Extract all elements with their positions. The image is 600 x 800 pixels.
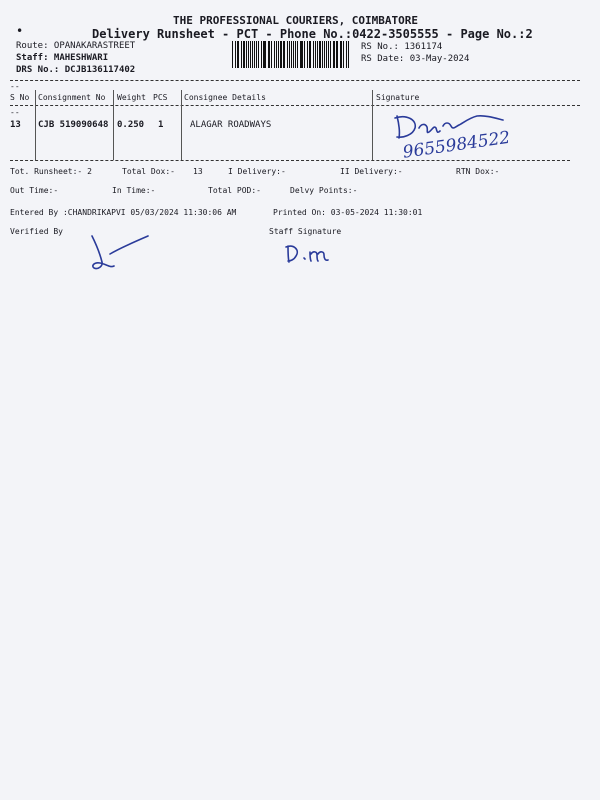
header-consignment: Consignment No — [38, 93, 106, 102]
divider-bottom — [10, 160, 570, 161]
barcode-bar — [283, 41, 284, 68]
rtn-dox: RTN Dox:- — [456, 167, 500, 176]
handwritten-phone-text: 9655984522 — [401, 127, 512, 163]
header-weight: Weight — [117, 93, 146, 102]
barcode-bar — [256, 41, 257, 68]
barcode-bar — [307, 41, 308, 68]
barcode-bar — [336, 41, 338, 68]
rs-date: RS Date: 03-May-2024 — [361, 54, 470, 64]
column-rule — [113, 90, 114, 160]
barcode-bar — [261, 41, 262, 68]
barcode-bar — [250, 41, 251, 68]
row-sno: 13 — [10, 120, 21, 130]
header-signature: Signature — [376, 93, 420, 102]
barcode-bar — [313, 41, 314, 68]
barcode-bar — [289, 41, 290, 68]
entered-by: Entered By :CHANDRIKAPVI 05/03/2024 11:30:06 AM — [10, 208, 237, 217]
divider-header — [10, 105, 580, 106]
tot-runsheet: Tot. Runsheet:- 2 — [10, 167, 92, 176]
barcode-bar — [297, 41, 298, 68]
barcode-bar — [326, 41, 327, 68]
barcode-bar — [232, 41, 233, 68]
header-dot-mark: • — [16, 24, 24, 38]
barcode-bar — [258, 41, 259, 68]
rs-number: RS No.: 1361174 — [361, 42, 443, 52]
barcode-bar — [293, 41, 294, 68]
barcode-bar — [322, 41, 323, 68]
barcode-bar — [295, 41, 296, 68]
barcode-bar — [348, 41, 349, 68]
delvy-points: Delvy Points:- — [290, 186, 358, 195]
barcode-bar — [315, 41, 316, 68]
barcode-bar — [346, 41, 347, 68]
barcode-bar — [241, 41, 242, 68]
total-dox-label: Total Dox:- — [122, 167, 175, 176]
company-title: THE PROFESSIONAL COURIERS, COIMBATORE — [173, 14, 419, 27]
barcode-bar — [333, 41, 334, 68]
barcode-bar — [254, 41, 255, 68]
total-dox-value: 13 — [193, 167, 203, 176]
column-rule — [372, 90, 373, 160]
barcode-bar — [243, 41, 245, 68]
barcode-bar — [246, 41, 247, 68]
runsheet-title: Delivery Runsheet - PCT - Phone No.:0422-3505555 - Page No.:2 — [92, 27, 533, 41]
barcode-bar — [304, 41, 305, 68]
total-pod: Total POD:- — [208, 186, 261, 195]
barcode-bar — [264, 41, 266, 68]
row-consignee: ALAGAR ROADWAYS — [190, 120, 272, 130]
header-sno: S No — [10, 93, 30, 102]
divider-top — [10, 80, 580, 81]
barcode-bar — [328, 41, 329, 68]
header-consignee: Consignee Details — [184, 93, 266, 102]
barcode-bar — [309, 41, 310, 68]
staff-signature-mark — [282, 240, 342, 266]
dash-mark: -- — [10, 108, 20, 117]
barcode-bar — [235, 41, 236, 68]
staff-signature-label: Staff Signature — [269, 227, 342, 236]
dash-mark: -- — [10, 82, 20, 91]
barcode-bar — [284, 41, 285, 68]
drs-number: DRS No.: DCJB136117402 — [16, 65, 136, 75]
barcode-bar — [269, 41, 270, 68]
barcode-bar — [317, 41, 318, 68]
barcode-bar — [276, 41, 277, 68]
barcode-bar — [248, 41, 249, 68]
barcode-bar — [263, 41, 264, 68]
in-time: In Time:- — [112, 186, 156, 195]
barcode-bar — [324, 41, 325, 68]
verifier-signature — [88, 232, 158, 277]
barcode-bar — [237, 41, 238, 68]
header-pcs: PCS — [153, 93, 168, 102]
barcode-bar — [271, 41, 272, 68]
barcode — [232, 41, 350, 68]
barcode-bar — [340, 41, 341, 68]
barcode-bar — [280, 41, 282, 68]
barcode-bar — [330, 41, 331, 68]
i-delivery: I Delivery:- — [228, 167, 286, 176]
barcode-bar — [301, 41, 303, 68]
barcode-bar — [300, 41, 301, 68]
barcode-bar — [287, 41, 288, 68]
row-pcs: 1 — [158, 120, 164, 130]
staff-text: Staff: MAHESHWARI — [16, 53, 109, 63]
barcode-bar — [238, 41, 239, 68]
barcode-bar — [252, 41, 253, 68]
barcode-bar — [268, 41, 269, 68]
column-rule — [181, 90, 182, 160]
barcode-bar — [319, 41, 321, 68]
row-consignment: CJB 519090648 — [38, 120, 109, 130]
verified-by-label: Verified By — [10, 227, 63, 236]
row-weight: 0.250 — [117, 120, 145, 130]
column-rule — [35, 90, 36, 160]
printed-on: Printed On: 03-05-2024 11:30:01 — [273, 208, 423, 217]
handwritten-phone — [398, 122, 528, 162]
barcode-bar — [343, 41, 344, 68]
ii-delivery: II Delivery:- — [340, 167, 403, 176]
barcode-bar — [310, 41, 311, 68]
barcode-bar — [334, 41, 335, 68]
barcode-bar — [274, 41, 275, 68]
barcode-bar — [291, 41, 292, 68]
barcode-bar — [341, 41, 342, 68]
route-text: Route: OPANAKARASTREET — [16, 41, 136, 51]
out-time: Out Time:- — [10, 186, 59, 195]
barcode-bar — [278, 41, 279, 68]
